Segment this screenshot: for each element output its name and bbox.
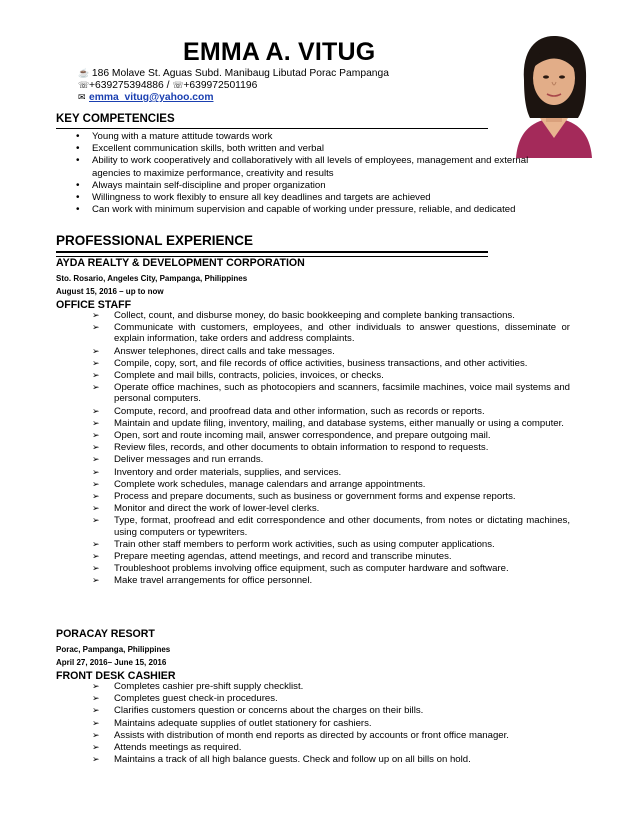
duty-item: ➢ Open, sort and route incoming mail, answer correspondence, and prepare outgoing mail. — [92, 430, 570, 441]
house-icon: ☕ — [78, 68, 90, 78]
duty-item: ➢ Maintains adequate supplies of outlet stationery for cashiers. — [92, 718, 570, 729]
duty-item: ➢ Type, format, proofread and edit correspondence and other documents, from notes or dictating machines, using computers or typewriters. — [92, 515, 570, 537]
job-role: FRONT DESK CASHIER — [56, 670, 176, 682]
phone-separator: / — [166, 80, 170, 91]
duty-item: ➢ Maintains a track of all high balance guests. Check and follow up on all bills on hold. — [92, 754, 570, 765]
duty-item: ➢ Inventory and order materials, supplies, and services. — [92, 467, 570, 478]
job-location: Porac, Pampanga, Philippines — [56, 645, 171, 654]
duty-item: ➢ Compute, record, and proofread data and other information, such as records or reports. — [92, 406, 570, 417]
duty-item: ➢ Maintain and update filing, inventory, mailing, and database systems, either manually or using a computer. — [92, 418, 570, 429]
competency-item: • Can work with minimum supervision and capable of working under pressure, reliable, and dedicated — [56, 204, 556, 216]
duty-item: ➢ Communicate with customers, employees, and other individuals to answer questions, disseminate or explain information, take orders and address complaints. — [92, 322, 570, 344]
address-text: 186 Molave St. Aguas Subd. Manibaug Libutad Porac Pampanga — [91, 68, 389, 79]
duty-item: ➢ Compile, copy, sort, and file records of office activities, business transactions, and other activities. — [92, 358, 570, 369]
duty-item: ➢ Completes guest check-in procedures. — [92, 693, 570, 704]
job-company: PORACAY RESORT — [56, 628, 155, 640]
duty-item: ➢ Attends meetings as required. — [92, 742, 570, 753]
duty-item: ➢ Assists with distribution of month end reports as directed by accounts or front office manager. — [92, 730, 570, 741]
job-role: OFFICE STAFF — [56, 299, 132, 311]
duty-item: ➢ Answer telephones, direct calls and take messages. — [92, 346, 570, 357]
competency-item: • Young with a mature attitude towards work — [56, 131, 556, 143]
duty-item: ➢ Process and prepare documents, such as business or government forms and expense reports. — [92, 491, 570, 502]
phone-icon: ☏ — [172, 80, 184, 90]
email-link[interactable]: emma_vitug@yahoo.com — [89, 92, 214, 103]
phone-secondary: +639972501196 — [183, 80, 258, 91]
section-title-experience: PROFESSIONAL EXPERIENCE — [56, 233, 254, 248]
duty-item: ➢ Troubleshoot problems involving office equipment, such as computer hardware and software. — [92, 563, 570, 574]
competency-item: • Always maintain self-discipline and proper organization — [56, 180, 556, 192]
duty-item: ➢ Completes cashier pre-shift supply checklist. — [92, 681, 570, 692]
job-duties-list — [92, 310, 570, 588]
duty-item: ➢ Clarifies customers question or concerns about the charges on their bills. — [92, 705, 570, 716]
duty-item: ➢ Review files, records, and other documents to obtain information to respond to requests. — [92, 442, 570, 453]
section-title-competencies: KEY COMPETENCIES — [56, 113, 175, 125]
mail-icon: ✉ — [78, 92, 86, 102]
duty-item: ➢ Make travel arrangements for office personnel. — [92, 575, 570, 586]
section-rule — [56, 128, 488, 129]
competency-item: • Willingness to work flexibly to ensure all key deadlines and targets are achieved — [56, 192, 556, 204]
job-location: Sto. Rosario, Angeles City, Pampanga, Philippines — [56, 274, 248, 283]
job-dates: April 27, 2016– June 15, 2016 — [56, 658, 167, 667]
duty-item: ➢ Complete work schedules, manage calendars and arrange appointments. — [92, 479, 570, 490]
duty-item: ➢ Complete and mail bills, contracts, policies, invoices, or checks. — [92, 370, 570, 381]
candidate-name: EMMA A. VITUG — [183, 38, 376, 66]
duty-item: ➢ Operate office machines, such as photocopiers and scanners, facsimile machines, voice mail systems and personal computers. — [92, 382, 570, 404]
competency-item: • Excellent communication skills, both written and verbal — [56, 143, 556, 155]
job-dates: August 15, 2016 – up to now — [56, 287, 164, 296]
duty-item: ➢ Deliver messages and run errands. — [92, 454, 570, 465]
duty-item: ➢ Prepare meeting agendas, attend meetings, and record and transcribe minutes. — [92, 551, 570, 562]
job-company: AYDA REALTY & DEVELOPMENT CORPORATION — [56, 257, 305, 269]
phone-icon: ☏ — [78, 80, 90, 90]
job-duties-list — [92, 681, 570, 766]
duty-item: ➢ Train other staff members to perform work activities, such as using computer applications. — [92, 539, 570, 550]
competencies-list — [56, 131, 556, 216]
email-line — [78, 91, 213, 104]
duty-item: ➢ Collect, count, and disburse money, do basic bookkeeping and complete banking transactions. — [92, 310, 570, 321]
duty-item: ➢ Monitor and direct the work of lower-level clerks. — [92, 503, 570, 514]
phone-primary: +639275394886 — [89, 80, 164, 91]
competency-item: • Ability to work cooperatively and collaboratively with all levels of employees, management and external agencies to maximize performance, creativity and results — [56, 155, 556, 179]
